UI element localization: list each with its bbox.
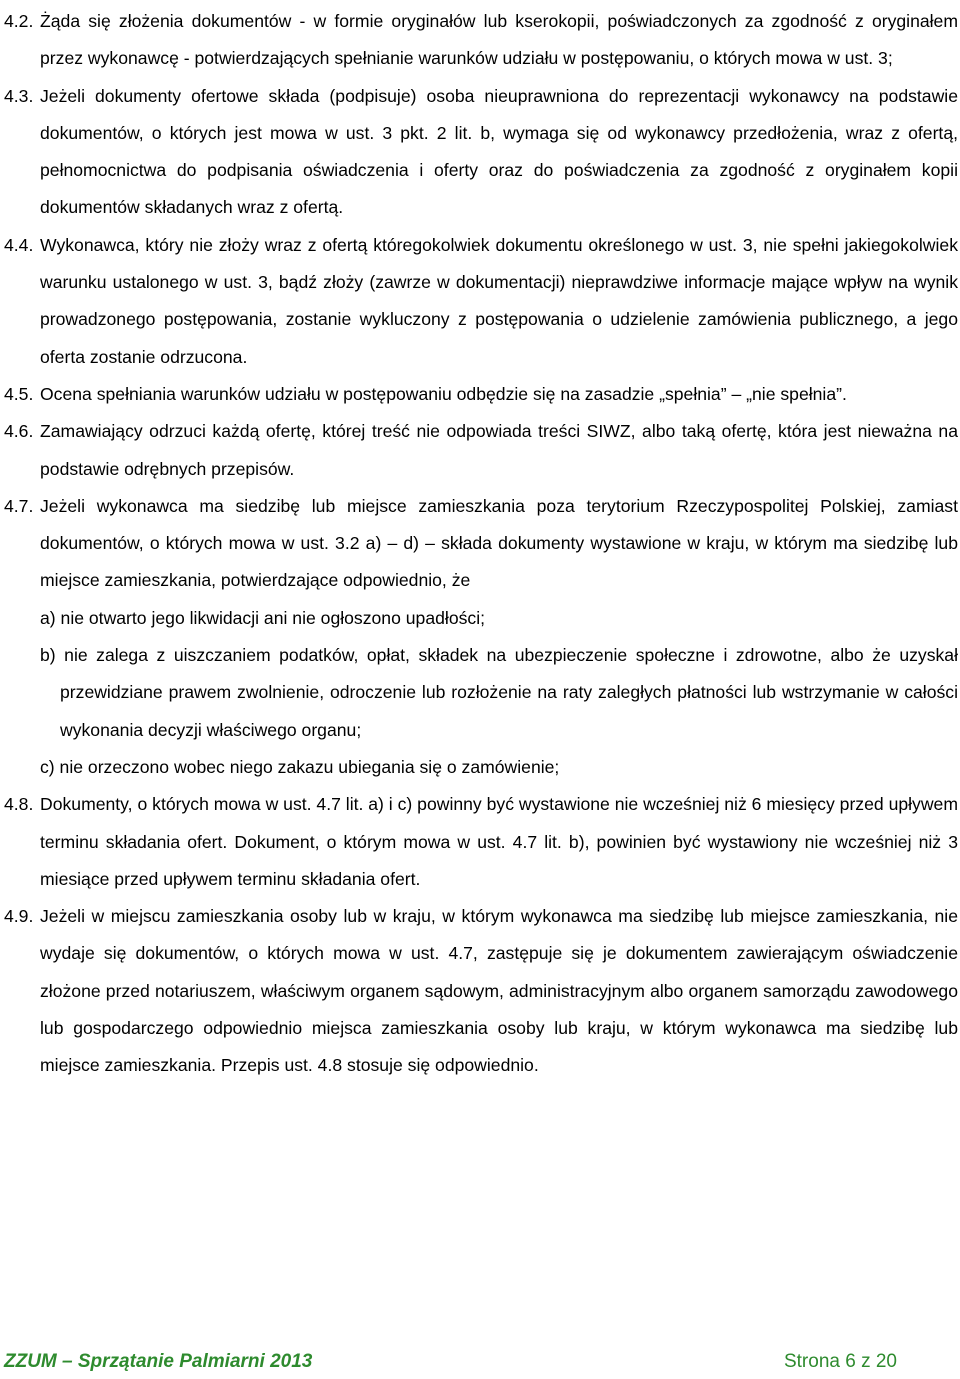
paragraph-number: 4.7.: [4, 495, 34, 516]
paragraph-text: Jeżeli dokumenty ofertowe składa (podpisuje) osoba nieuprawniona do reprezentacji wykonawcy na podstawie dokumentów, o których jest mowa w ust. 3 pkt. 2 lit. b, wymaga się od wykonawcy przedłożenia, wraz z ofertą, pełnomocnictwa do podpisania oświadczenia i oferty oraz do poświadczenia za zgodność z oryginałem kopii dokumentów składanych wraz z ofertą.: [40, 85, 958, 218]
list-item-c: c) nie orzeczono wobec niego zakazu ubiegania się o zamówienie;: [40, 756, 560, 777]
list-item-a: a) nie otwarto jego likwidacji ani nie ogłoszono upadłości;: [40, 607, 485, 628]
paragraph-number: 4.9.: [4, 906, 34, 927]
paragraph-4-8: [4, 786, 958, 898]
paragraph-number: 4.2.: [4, 11, 34, 31]
paragraph-text: Zamawiający odrzuci każdą ofertę, której treść nie odpowiada treści SIWZ, albo taką ofertę, która jest nieważna na podstawie odrębnych przepisów.: [40, 421, 958, 479]
list-item-b: b) nie zalega z uiszczaniem podatków, opłat, składek na ubezpieczenie społeczne i zdrowotne, albo że uzyskał przewidziane prawem zwolnienie, odroczenie lub rozłożenie na raty zaległych płatności lub wstrzymanie w całości wykonania decyzji właściwego organu;: [40, 645, 958, 740]
paragraph-text: Jeżeli wykonawca ma siedzibę lub miejsce zamieszkania poza terytorium Rzeczypospolitej Polskiej, zamiast dokumentów, o których mowa w ust. 3.2 a) – d) – składa dokumenty wystawione w kraju, w którym ma siedzibę lub miejsce zamieszkania, potwierdzające odpowiednio, że: [40, 495, 958, 591]
paragraph-4-2: [4, 3, 958, 78]
document-body: [4, 3, 958, 1085]
paragraph-number: 4.6.: [4, 421, 34, 442]
paragraph-text: Ocena spełniania warunków udziału w postępowaniu odbędzie się na zasadzie „spełnia” – „nie spełnia”.: [40, 383, 847, 404]
paragraph-text: Żąda się złożenia dokumentów - w formie oryginałów lub kserokopii, poświadczonych za zgodność z oryginałem przez wykonawcę - potwierdzających spełnianie warunków udziału w postępowaniu, o których mowa w ust. 3;: [40, 11, 958, 69]
footer-document-title: ZZUM – Sprzątanie Palmiarni 2013: [4, 1351, 313, 1372]
paragraph-4-7: [4, 488, 958, 600]
paragraph-number: 4.3.: [4, 85, 34, 106]
paragraph-4-5: [4, 376, 958, 413]
paragraph-text: Wykonawca, który nie złoży wraz z ofertą któregokolwiek dokumentu określonego w ust. 3, nie spełni jakiegokolwiek warunku ustalonego w ust. 3, bądź złoży (zawrze w dokumentacji) nieprawdziwe informacje mające wpływ na wynik prowadzonego postępowania, zostanie wykluczony z postępowania o udzielenie zamówienia publicznego, a jego oferta zostanie odrzucona.: [40, 234, 958, 367]
paragraph-number: 4.8.: [4, 794, 34, 815]
paragraph-4-4: [4, 227, 958, 376]
paragraph-4-3: [4, 78, 958, 227]
paragraph-4-9: [4, 898, 958, 1084]
paragraph-text: Dokumenty, o których mowa w ust. 4.7 lit. a) i c) powinny być wystawione nie wcześniej niż 6 miesięcy przed upływem terminu składania ofert. Dokument, o którym mowa w ust. 4.7 lit. b), powinien być wystawiony nie wcześniej niż 3 miesiące przed upływem terminu składania ofert.: [40, 794, 958, 889]
paragraph-text: Jeżeli w miejscu zamieszkania osoby lub w kraju, w którym wykonawca ma siedzibę lub miejsce zamieszkania, nie wydaje się dokumentów, o których mowa w ust. 4.7, zastępuje się je dokumentem zawierającym oświadczenie złożone przed notariuszem, właściwym organem sądowym, administracyjnym albo organem samorządu zawodowego lub gospodarczego odpowiednio miejsca zamieszkania osoby lub kraju, w którym wykonawca ma siedzibę lub miejsce zamieszkania. Przepis ust. 4.8 stosuje się odpowiednio.: [40, 906, 958, 1076]
paragraph-number: 4.5.: [4, 383, 34, 404]
paragraph-4-6: [4, 413, 958, 488]
paragraph-number: 4.4.: [4, 234, 34, 255]
footer-page-number: Strona 6 z 20: [783, 1351, 897, 1372]
